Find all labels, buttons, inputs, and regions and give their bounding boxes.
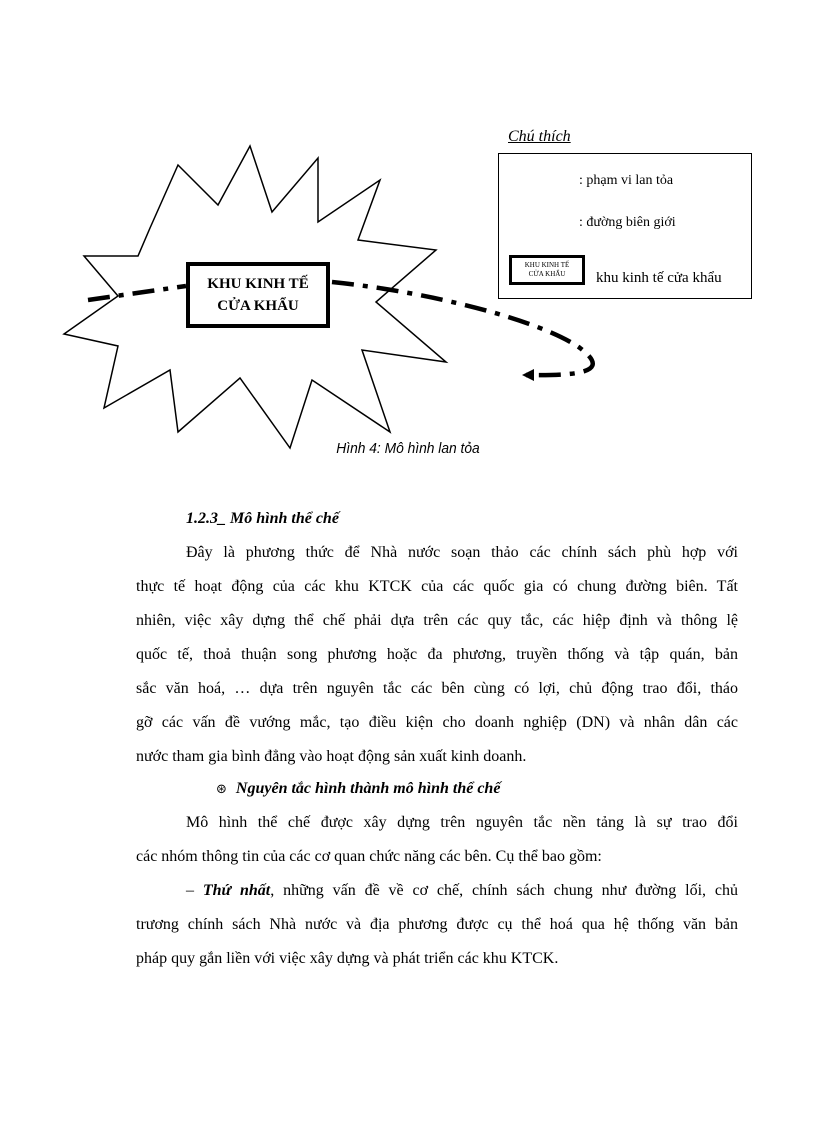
para1-line5: sắc văn hoá, … dựa trên nguyên tắc các bên cùng có lợi, chủ động trao đổi, tháo bbox=[136, 680, 738, 697]
bullet-icon: ⊛ bbox=[216, 782, 227, 797]
para3-line3: pháp quy gắn liền với việc xây dựng và phát triển các khu KTCK. bbox=[136, 950, 559, 967]
legend-zone-icon bbox=[509, 255, 585, 285]
para3-rest: , những vấn đề về cơ chế, chính sách chung như đường lối, chủ bbox=[270, 882, 738, 899]
legend-spread-label: : phạm vi lan tỏa bbox=[579, 173, 674, 188]
section-heading: 1.2.3_ Mô hình thể chế bbox=[186, 510, 339, 527]
para2-line2: các nhóm thông tin của các cơ quan chức năng các bên. Cụ thể bao gồm: bbox=[136, 848, 602, 865]
para1-line7: nước tham gia bình đẳng vào hoạt động sản xuất kinh doanh. bbox=[136, 748, 527, 765]
para3-line2: trương chính sách Nhà nước và địa phương được cụ thể hoá qua hệ thống văn bản bbox=[136, 916, 738, 933]
para1-line4: quốc tế, thoả thuận song phương hoặc đa phương, truyền thống và tập quán, bản bbox=[136, 646, 738, 663]
figure-caption: Hình 4: Mô hình lan tỏa bbox=[336, 440, 480, 457]
para1-line1: Đây là phương thức để Nhà nước soạn thảo các chính sách phù hợp với bbox=[186, 544, 738, 561]
zone-box-line2: CỬA KHẨU bbox=[217, 298, 299, 314]
legend-title: Chú thích bbox=[508, 128, 571, 145]
para1-line3: nhiên, việc xây dựng thể chế phải dựa trên các quy tắc, các hiệp định và thông lệ bbox=[136, 612, 738, 629]
para2-line1: Mô hình thể chế được xây dựng trên nguyên tắc nền tảng là sự trao đổi bbox=[186, 814, 738, 831]
bullet-heading: Nguyên tắc hình thành mô hình thể chế bbox=[235, 780, 501, 797]
para3-line1 bbox=[186, 882, 738, 900]
legend-mini-line2: CỬA KHẨU bbox=[528, 270, 566, 278]
legend-border-label: : đường biên giới bbox=[579, 215, 676, 230]
border-arrow-head bbox=[522, 369, 534, 381]
para3-dash: – bbox=[186, 882, 203, 899]
legend-zone-label: khu kinh tế cửa khẩu bbox=[596, 270, 722, 286]
para3-bold-term: Thứ nhất bbox=[202, 882, 271, 899]
para1-line6: gỡ các vấn đề vướng mắc, tạo điều kiện cho doanh nghiệp (DN) và nhân dân các bbox=[136, 714, 738, 731]
principle-bullet bbox=[216, 780, 500, 798]
para1-line2: thực tế hoạt động của các khu KTCK của các quốc gia có chung đường biên. Tất bbox=[136, 578, 738, 595]
legend-box bbox=[498, 153, 752, 299]
border-economic-zone-box bbox=[186, 262, 330, 328]
zone-box-line1: KHU KINH TẾ bbox=[207, 276, 309, 292]
legend-mini-line1: KHU KINH TẾ bbox=[524, 261, 570, 269]
